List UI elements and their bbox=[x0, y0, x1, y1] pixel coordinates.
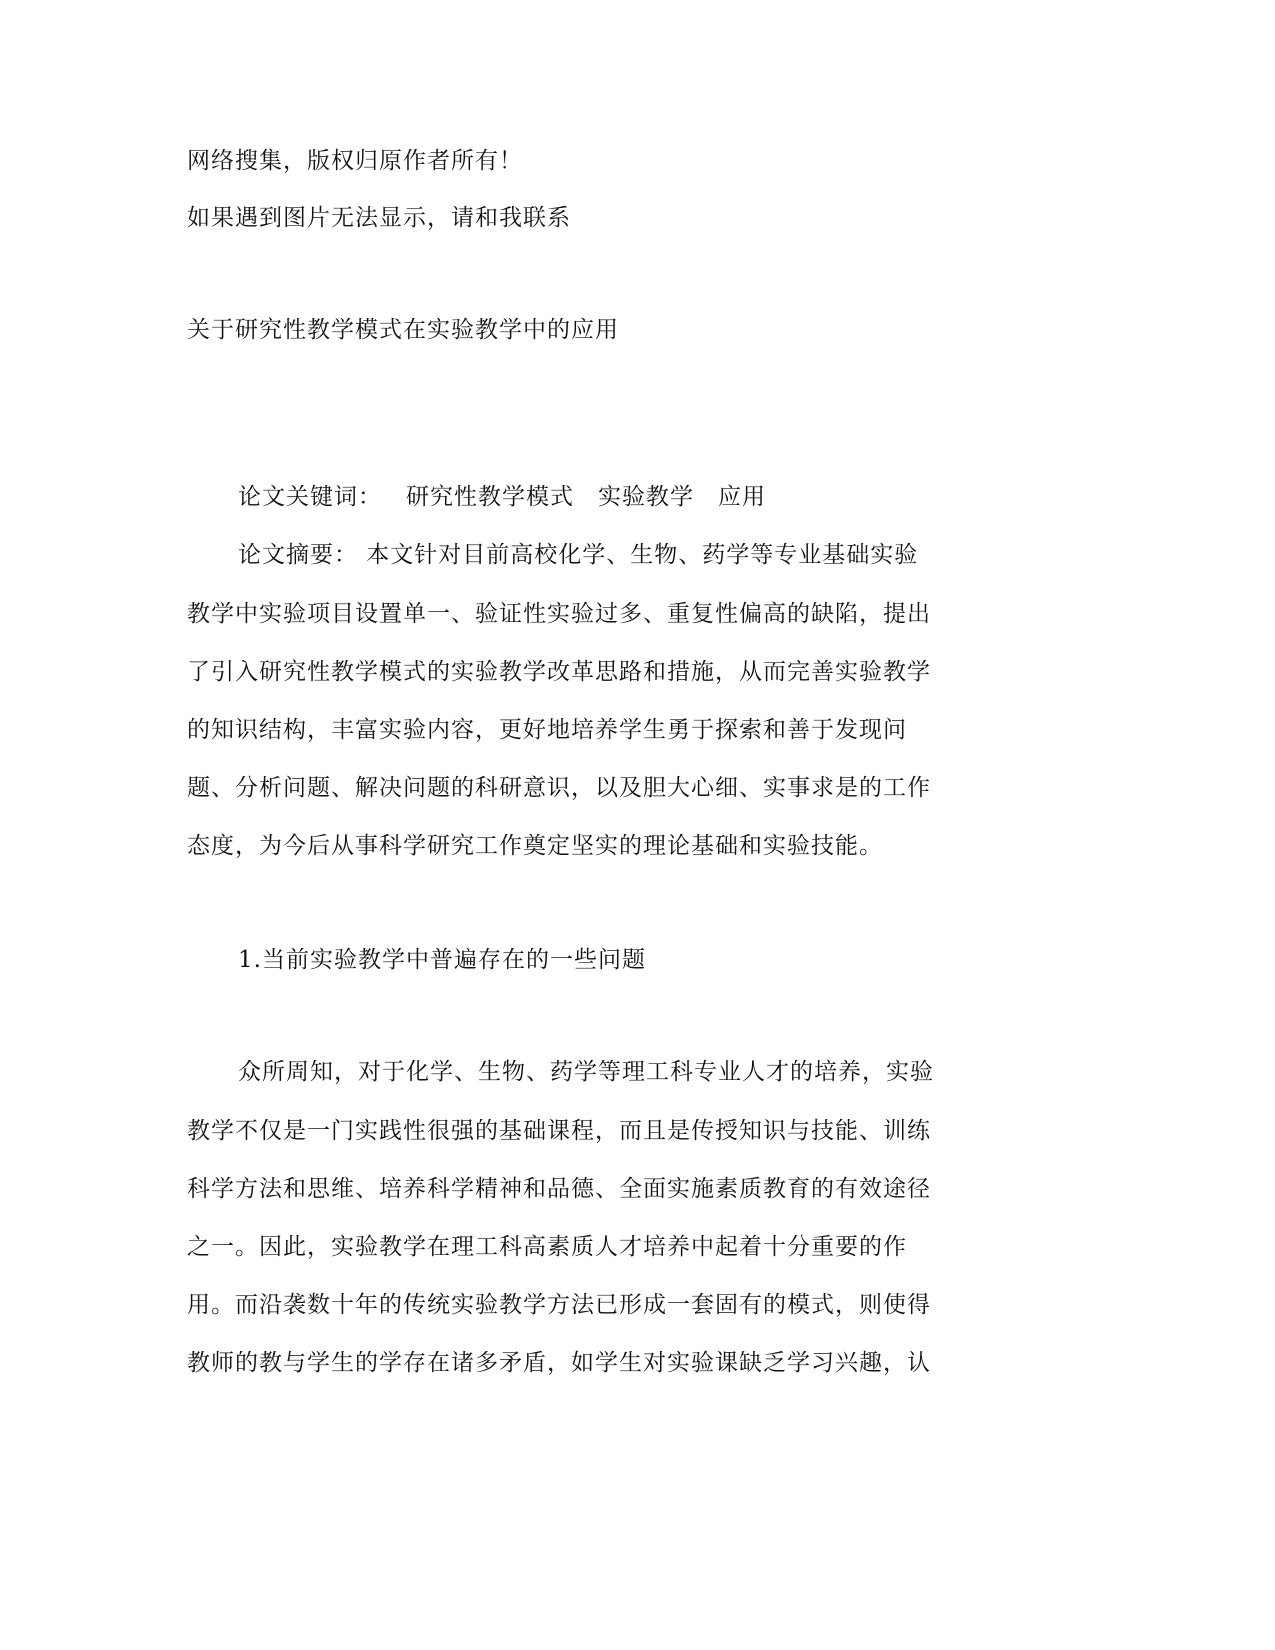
body-line: 之一。因此，实验教学在理工科高素质人才培养中起着十分重要的作 bbox=[187, 1234, 907, 1260]
body-line: 教学不仅是一门实践性很强的基础课程，而且是传授知识与技能、训练 bbox=[187, 1118, 931, 1144]
body-line: 科学方法和思维、培养科学精神和品德、全面实施素质教育的有效途径 bbox=[187, 1176, 931, 1202]
contact-notice: 如果遇到图片无法显示，请和我联系 bbox=[187, 205, 571, 231]
abstract-line: 论文摘要： 本文针对目前高校化学、生物、药学等专业基础实验 bbox=[238, 542, 919, 568]
keywords-label: 论文关键词： bbox=[238, 484, 382, 510]
abstract-line: 的知识结构，丰富实验内容，更好地培养学生勇于探索和善于发现问 bbox=[187, 717, 907, 743]
document-title: 关于研究性教学模式在实验教学中的应用 bbox=[187, 317, 619, 343]
abstract-line: 题、分析问题、解决问题的科研意识，以及胆大心细、实事求是的工作 bbox=[187, 775, 931, 801]
body-line: 众所周知，对于化学、生物、药学等理工科专业人才的培养，实验 bbox=[238, 1059, 934, 1085]
abstract-line: 了引入研究性教学模式的实验教学改革思路和措施，从而完善实验教学 bbox=[187, 659, 931, 685]
body-line: 教师的教与学生的学存在诸多矛盾，如学生对实验课缺乏学习兴趣，认 bbox=[187, 1350, 931, 1376]
abstract-line: 态度，为今后从事科学研究工作奠定坚实的理论基础和实验技能。 bbox=[187, 833, 883, 859]
keyword-item: 应用 bbox=[718, 484, 766, 510]
section-heading: 1.当前实验教学中普遍存在的一些问题 bbox=[238, 947, 646, 973]
body-line: 用。而沿袭数十年的传统实验教学方法已形成一套固有的模式，则使得 bbox=[187, 1292, 931, 1318]
keyword-item: 实验教学 bbox=[598, 484, 694, 510]
keyword-item: 研究性教学模式 bbox=[406, 484, 574, 510]
copyright-notice: 网络搜集，版权归原作者所有！ bbox=[187, 148, 523, 174]
keywords-line bbox=[238, 482, 766, 512]
abstract-line: 教学中实验项目设置单一、验证性实验过多、重复性偏高的缺陷，提出 bbox=[187, 601, 931, 627]
